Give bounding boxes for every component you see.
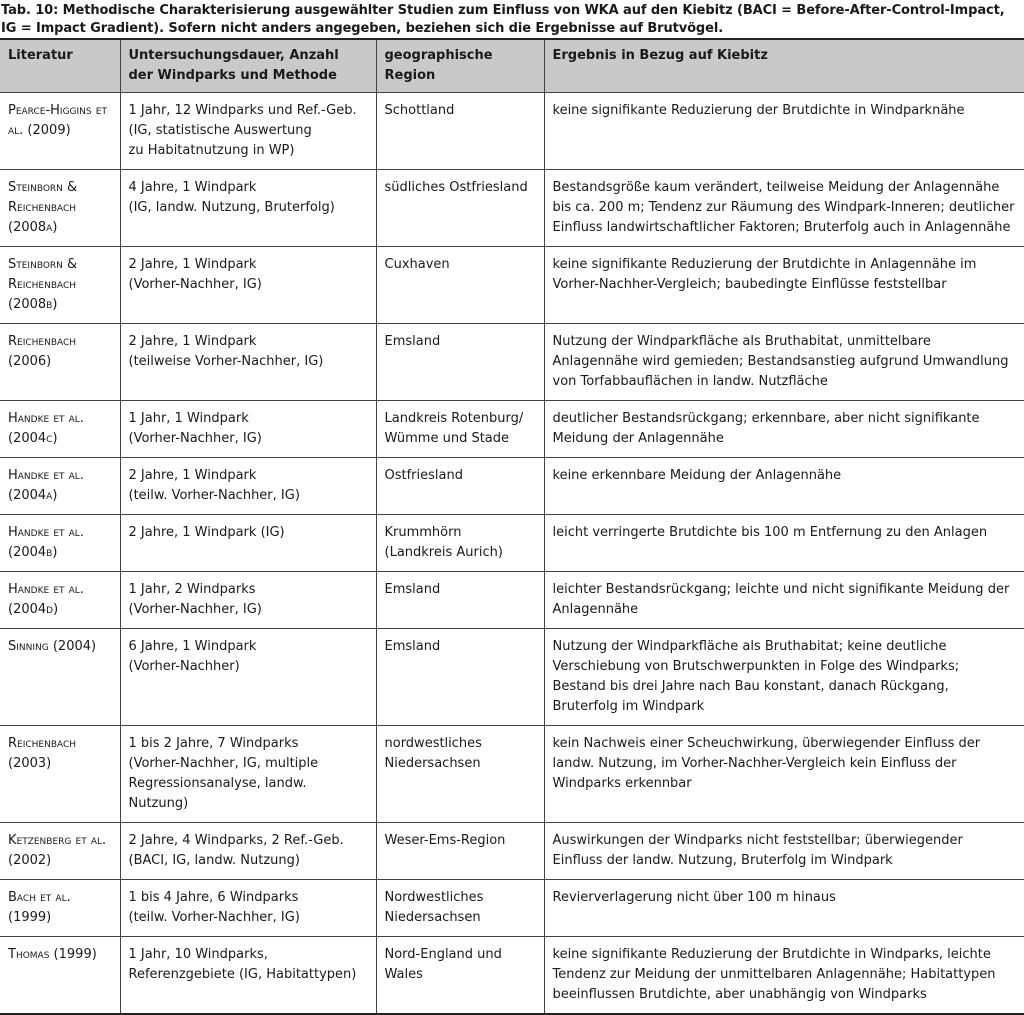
table-row	[0, 726, 1024, 823]
table-row	[0, 515, 1024, 572]
cell-ergebnis: keine signifikante Reduzierung der Brutdichte in Windparks, leichte Tendenz zur Meidung der unmittelbaren Anlagennähe; Habitattypen beeinflussen Brutdichte, aber unabhängig von Windparks	[544, 937, 1024, 1015]
cell-ergebnis: Bestandsgröße kaum verändert, teilweise Meidung der Anlagennähe bis ca. 200 m; Tendenz zur Räumung des Windpark-Inneren; deutlicher Einfluss landwirtschaftlicher Faktoren; Bruterfolg auch in Anlagennähe	[544, 170, 1024, 247]
cell-ergebnis: keine erkennbare Meidung der Anlagennähe	[544, 458, 1024, 515]
cell-region: Emsland	[376, 324, 544, 401]
cell-ergebnis: keine signifikante Reduzierung der Brutdichte in Anlagennähe im Vorher-Nachher-Vergleich; baubedingte Einflüsse feststellbar	[544, 247, 1024, 324]
header-dauer: Untersuchungsdauer, Anzahl der Windparks und Methode	[120, 39, 376, 93]
cell-ergebnis: leichter Bestandsrückgang; leichte und nicht signifikante Meidung der Anlagennähe	[544, 572, 1024, 629]
cell-literatur: Handke et al. (2004a)	[0, 458, 120, 515]
cell-literatur: Handke et al. (2004d)	[0, 572, 120, 629]
cell-ergebnis: Nutzung der Windparkfläche als Bruthabitat, unmittelbare Anlagennähe wird gemieden; Bestandsanstieg aufgrund Umwandlung von Torfabbauflächen in landw. Nutzfläche	[544, 324, 1024, 401]
cell-region: Landkreis Rotenburg/ Wümme und Stade	[376, 401, 544, 458]
table-row	[0, 937, 1024, 1015]
cell-region: Krummhörn (Landkreis Aurich)	[376, 515, 544, 572]
cell-region: Nordwestliches Niedersachsen	[376, 880, 544, 937]
table-row	[0, 880, 1024, 937]
cell-literatur: Handke et al. (2004c)	[0, 401, 120, 458]
table-row	[0, 458, 1024, 515]
table-row	[0, 170, 1024, 247]
cell-ergebnis: keine signifikante Reduzierung der Brutdichte in Windparknähe	[544, 93, 1024, 170]
cell-ergebnis: deutlicher Bestandsrückgang; erkennbare, aber nicht signifikante Meidung der Anlagennähe	[544, 401, 1024, 458]
cell-ergebnis: leicht verringerte Brutdichte bis 100 m Entfernung zu den Anlagen	[544, 515, 1024, 572]
cell-dauer: 2 Jahre, 1 Windpark (teilweise Vorher-Nachher, IG)	[120, 324, 376, 401]
cell-literatur: Steinborn & Reichenbach (2008a)	[0, 170, 120, 247]
table-row	[0, 572, 1024, 629]
header-literatur: Literatur	[0, 39, 120, 93]
cell-ergebnis: Revierverlagerung nicht über 100 m hinaus	[544, 880, 1024, 937]
cell-dauer: 2 Jahre, 1 Windpark (IG)	[120, 515, 376, 572]
cell-dauer: 1 Jahr, 12 Windparks und Ref.-Geb. (IG, statistische Auswertung zu Habitatnutzung in WP)	[120, 93, 376, 170]
cell-literatur: Thomas (1999)	[0, 937, 120, 1015]
cell-literatur: Steinborn & Reichenbach (2008b)	[0, 247, 120, 324]
cell-region: Nord-England und Wales	[376, 937, 544, 1015]
cell-dauer: 4 Jahre, 1 Windpark (IG, landw. Nutzung, Bruterfolg)	[120, 170, 376, 247]
cell-dauer: 1 Jahr, 2 Windparks (Vorher-Nachher, IG)	[120, 572, 376, 629]
cell-region: Emsland	[376, 572, 544, 629]
table-row	[0, 629, 1024, 726]
cell-ergebnis: Nutzung der Windparkfläche als Bruthabitat; keine deutliche Verschiebung von Brutschwerpunkten in Folge des Windparks; Bestand bis drei Jahre nach Bau konstant, danach Rückgang, Bruterfolg im Windpark	[544, 629, 1024, 726]
header-ergebnis: Ergebnis in Bezug auf Kiebitz	[544, 39, 1024, 93]
cell-literatur: Sinning (2004)	[0, 629, 120, 726]
cell-region: nordwestliches Niedersachsen	[376, 726, 544, 823]
studies-table	[0, 38, 1024, 1015]
table-row	[0, 93, 1024, 170]
table-row	[0, 823, 1024, 880]
table-row	[0, 401, 1024, 458]
cell-dauer: 2 Jahre, 1 Windpark (teilw. Vorher-Nachher, IG)	[120, 458, 376, 515]
cell-ergebnis: kein Nachweis einer Scheuchwirkung, überwiegender Einfluss der landw. Nutzung, im Vorher-Nachher-Vergleich kein Einfluss der Windparks erkennbar	[544, 726, 1024, 823]
cell-dauer: 6 Jahre, 1 Windpark (Vorher-Nachher)	[120, 629, 376, 726]
cell-literatur: Reichenbach (2006)	[0, 324, 120, 401]
table-row	[0, 324, 1024, 401]
cell-dauer: 1 bis 2 Jahre, 7 Windparks (Vorher-Nachher, IG, multiple Regressionsanalyse, landw. Nutzung)	[120, 726, 376, 823]
cell-region: Ostfriesland	[376, 458, 544, 515]
cell-dauer: 1 bis 4 Jahre, 6 Windparks (teilw. Vorher-Nachher, IG)	[120, 880, 376, 937]
cell-literatur: Ketzenberg et al. (2002)	[0, 823, 120, 880]
cell-literatur: Pearce-Higgins et al. (2009)	[0, 93, 120, 170]
table-row	[0, 247, 1024, 324]
cell-ergebnis: Auswirkungen der Windparks nicht feststellbar; überwiegender Einfluss der landw. Nutzung, Bruterfolg im Windpark	[544, 823, 1024, 880]
header-region: geographische Region	[376, 39, 544, 93]
cell-region: Cuxhaven	[376, 247, 544, 324]
cell-dauer: 2 Jahre, 1 Windpark (Vorher-Nachher, IG)	[120, 247, 376, 324]
cell-literatur: Handke et al. (2004b)	[0, 515, 120, 572]
cell-region: Emsland	[376, 629, 544, 726]
cell-region: Weser-Ems-Region	[376, 823, 544, 880]
cell-literatur: Bach et al. (1999)	[0, 880, 120, 937]
table-caption: Tab. 10: Methodische Charakterisierung ausgewählter Studien zum Einfluss von WKA auf den Kiebitz (BACI = Before-After-Control-Impact, IG = Impact Gradient). Sofern nicht anders angegeben, beziehen sich die Ergebnisse auf Brutvögel.	[1, 3, 1005, 36]
cell-region: südliches Ostfriesland	[376, 170, 544, 247]
cell-dauer: 1 Jahr, 1 Windpark (Vorher-Nachher, IG)	[120, 401, 376, 458]
cell-dauer: 1 Jahr, 10 Windparks, Referenzgebiete (IG, Habitattypen)	[120, 937, 376, 1015]
cell-dauer: 2 Jahre, 4 Windparks, 2 Ref.-Geb. (BACI, IG, landw. Nutzung)	[120, 823, 376, 880]
cell-region: Schottland	[376, 93, 544, 170]
header-row	[0, 39, 1024, 93]
cell-literatur: Reichenbach (2003)	[0, 726, 120, 823]
